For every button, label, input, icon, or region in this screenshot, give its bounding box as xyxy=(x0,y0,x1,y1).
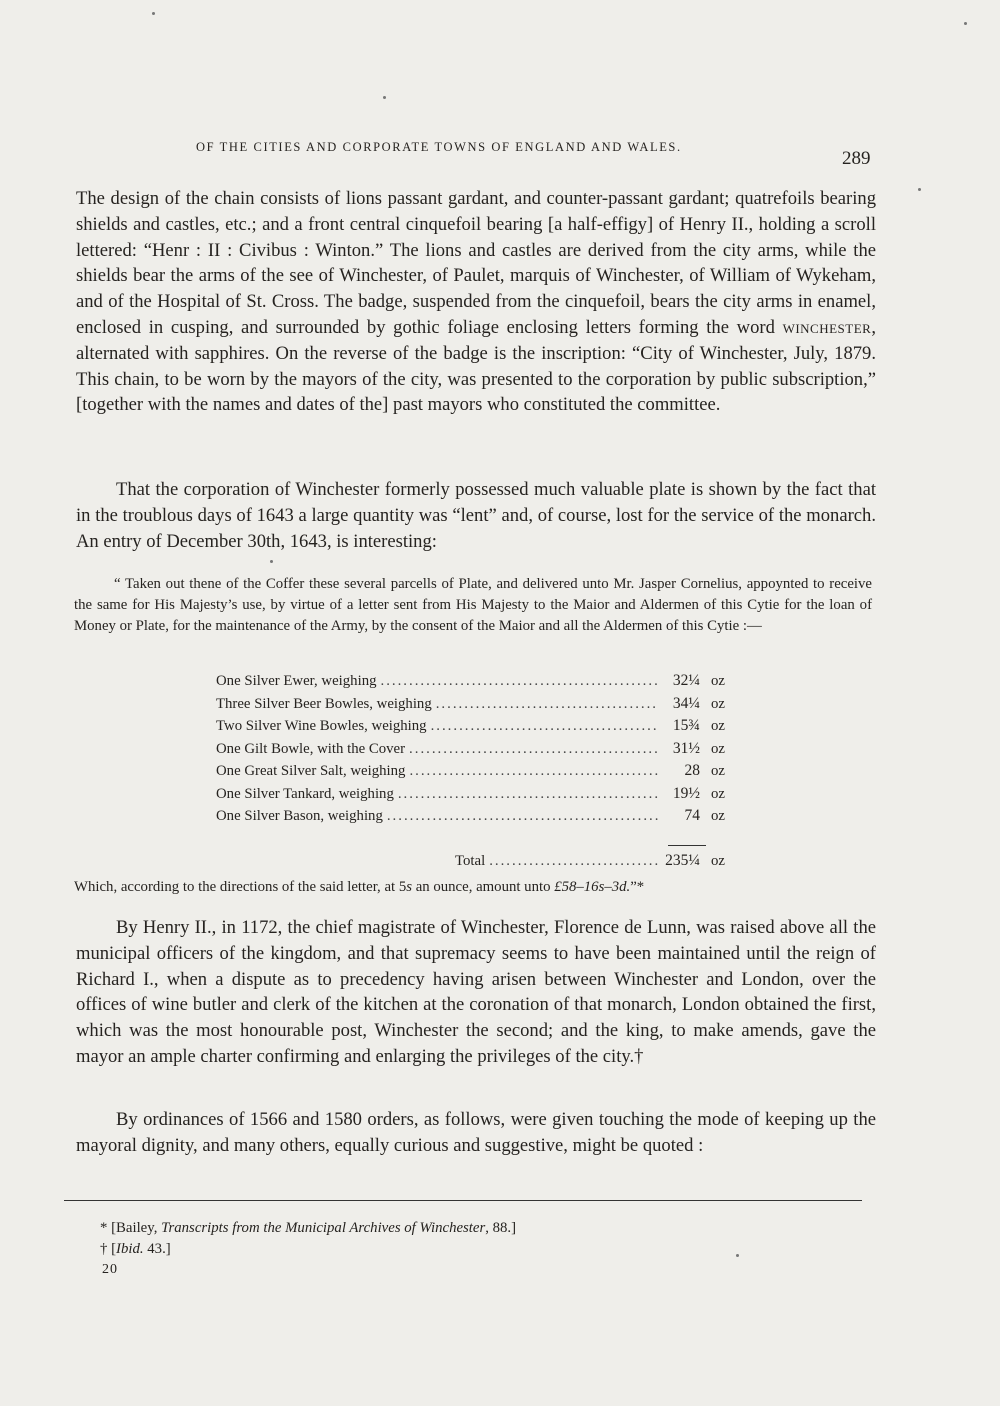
plate-inventory xyxy=(216,672,736,830)
paper-speck xyxy=(964,22,967,25)
inventory-item: Two Silver Wine Bowles, weighing xyxy=(216,718,427,734)
inventory-unit: oz xyxy=(711,718,725,734)
footnote-1-suffix: , 88.] xyxy=(485,1220,517,1236)
paper-speck xyxy=(918,188,921,191)
paper-speck xyxy=(383,96,386,99)
total-leader-dots xyxy=(489,853,658,870)
inventory-unit: oz xyxy=(711,695,725,712)
inventory-row xyxy=(216,762,736,785)
inventory-unit: oz xyxy=(711,785,725,802)
leader-dots xyxy=(436,696,658,713)
inventory-item: Three Silver Beer Bowles, weighing xyxy=(216,695,432,712)
inventory-qty: 19½ xyxy=(672,784,700,802)
total-unit: oz xyxy=(711,853,725,869)
footnote-2 xyxy=(100,1239,516,1260)
paragraph-ordinances: By ordinances of 1566 and 1580 orders, as follows, were given touching the mode of keeping up the mayoral dignity, and many others, equally curious and suggestive, might be quoted : xyxy=(76,1109,876,1156)
total-rule xyxy=(668,845,706,846)
closing-end: ”* xyxy=(630,879,645,895)
footnote-1 xyxy=(100,1218,516,1239)
paragraph-henry: By Henry II., in 1172, the chief magistrate of Winchester, Florence de Lunn, was raised above all the municipal officers of the kingdom, and that supremacy seems to have been maintained until the reign of Richard I., when a dispute as to precedency having arisen between Winchester and London, over the offices of wine butler and clerk of the kitchen at the coronation of that monarch, London obtained the first, which was the most honourable post, Winchester the second; and the king, to make amends, gave the mayor an ample charter confirming and enlarging the privileges of the city.† xyxy=(76,917,876,1067)
footnote-2-prefix: † [ xyxy=(100,1241,117,1257)
closing-amount: £58–16s–3d. xyxy=(554,879,631,895)
inventory-row xyxy=(216,785,736,808)
leader-dots xyxy=(398,786,658,803)
paragraph-chain-description xyxy=(76,186,876,418)
inventory-item: One Gilt Bowle, with the Cover xyxy=(216,740,406,757)
paragraph-chain-description-tail: , alternated with sapphires. On the reverse of the badge is the inscription: “City of Winchester, July, 1879. This chain, to be worn by the mayors of the city, was presented to the corporation by public subscription,” [together with the names and dates of the] past mayors who constituted the committee. xyxy=(76,316,876,416)
total-qty: 235¼ xyxy=(665,852,700,869)
inventory-qty: 15¾ xyxy=(672,717,700,734)
footnote-1-title: Transcripts from the Municipal Archives of Winchester xyxy=(161,1220,486,1236)
closing-text: Which, according to the directions of the said letter, at 5 xyxy=(74,879,407,895)
page-number: 289 xyxy=(842,148,871,169)
closing-text-b: an ounce, amount unto xyxy=(412,879,555,895)
inventory-qty: 31½ xyxy=(672,739,700,757)
inventory-item: One Silver Tankard, weighing xyxy=(216,785,394,802)
inventory-unit: oz xyxy=(711,808,725,824)
paper-speck xyxy=(736,1254,739,1257)
footnotes xyxy=(100,1218,516,1260)
leader-dots xyxy=(409,763,658,780)
inventory-item: One Great Silver Salt, weighing xyxy=(216,763,406,779)
quoted-entry: “ Taken out thene of the Coffer these several parcells of Plate, and delivered unto Mr. Jasper Cornelius, appoynted to receive the same for His Majesty’s use, by virtue of a letter sent from His Majesty to the Maior and Aldermen of this Cytie for the loan of Money or Plate, for the maintenance of the Army, by the consent of the Maior and all the Aldermen of this Cytie :— xyxy=(74,576,872,634)
inventory-row xyxy=(216,807,736,830)
footnote-rule xyxy=(64,1200,862,1201)
inventory-unit: oz xyxy=(711,673,725,689)
winchester-smallcaps: winchester xyxy=(782,316,872,338)
inventory-row xyxy=(216,695,736,718)
leader-dots xyxy=(431,718,658,735)
closing-line xyxy=(74,877,874,898)
signature-mark: 20 xyxy=(102,1262,118,1277)
paragraph-plate: That the corporation of Winchester formerly possessed much valuable plate is shown by the fact that in the troublous days of 1643 a large quantity was “lent” and, of course, lost for the service of the monarch. An entry of December 30th, 1643, is interesting: xyxy=(76,479,876,552)
paper-speck xyxy=(152,12,155,15)
inventory-row xyxy=(216,740,736,763)
leader-dots xyxy=(409,741,658,758)
paper-speck xyxy=(270,560,273,563)
inventory-item: One Silver Ewer, weighing xyxy=(216,673,377,689)
footnote-1-prefix: * [Bailey, xyxy=(100,1220,162,1236)
inventory-row xyxy=(216,672,736,695)
footnote-2-ibid: Ibid. xyxy=(116,1241,144,1257)
inventory-qty: 34¼ xyxy=(672,694,700,712)
inventory-qty: 32¼ xyxy=(672,672,700,689)
footnote-2-suffix: 43.] xyxy=(143,1241,171,1257)
inventory-total xyxy=(455,852,736,870)
inventory-qty: 74 xyxy=(684,807,700,824)
inventory-unit: oz xyxy=(711,740,725,757)
inventory-qty: 28 xyxy=(684,762,700,779)
inventory-unit: oz xyxy=(711,763,725,779)
paragraph-chain-description-text: The design of the chain consists of lions passant gardant, and counter-passant gardant; quatrefoils bearing shields and castles, etc.; and a front central cinquefoil bearing [a half-effigy] of Henry II., holding a scroll lettered: “Henr : II : Civibus : Winton.” The lions and castles are derived from the city arms, while the shields bear the arms of the see of Winchester, of Paulet, marquis of Winchester, of William of Wykeham, and of the Hospital of St. Cross. The badge, suspended from the cinquefoil, bears the city arms in enamel, enclosed in cusping, and surrounded by gothic foliage enclosing letters forming the word xyxy=(76,188,876,338)
total-label: Total xyxy=(455,853,486,869)
closing-shilling: s xyxy=(406,879,412,895)
inventory-item: One Silver Bason, weighing xyxy=(216,808,383,824)
inventory-row xyxy=(216,717,736,740)
running-head: OF THE CITIES AND CORPORATE TOWNS OF ENGLAND AND WALES. xyxy=(196,140,682,154)
leader-dots xyxy=(387,808,658,825)
leader-dots xyxy=(381,673,659,690)
